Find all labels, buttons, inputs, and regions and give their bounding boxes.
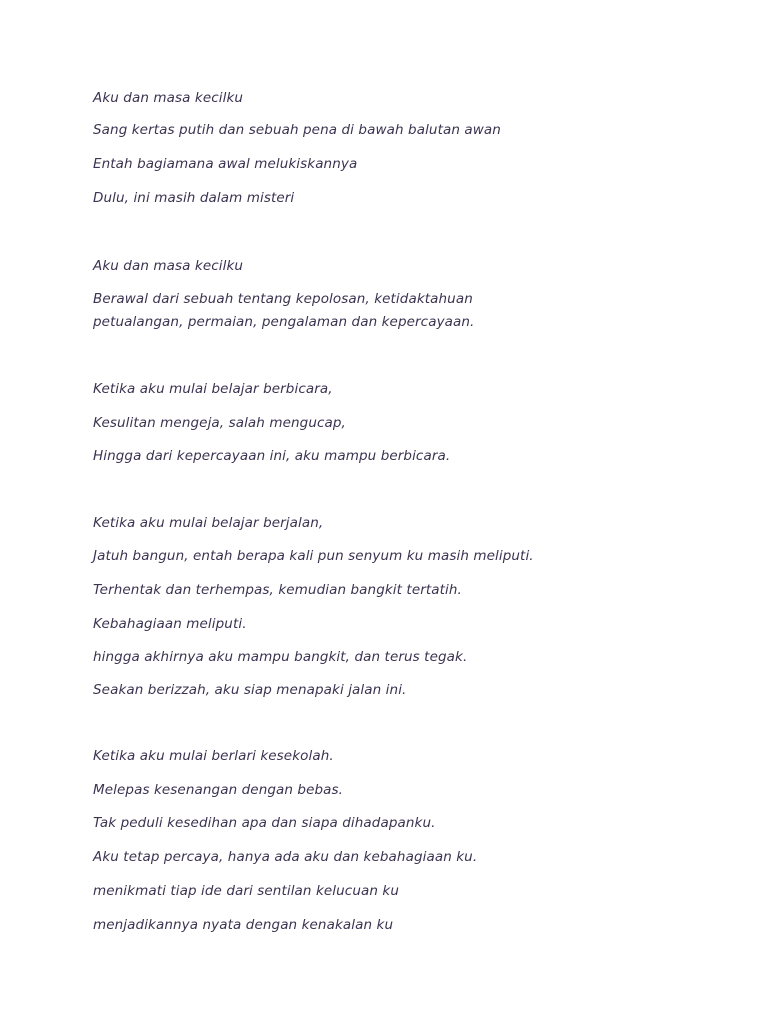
- poem-line: Ketika aku mulai belajar berbicara,: [93, 381, 333, 397]
- poem-line: Kebahagiaan meliputi.: [93, 616, 247, 632]
- poem-line: Aku tetap percaya, hanya ada aku dan kebahagiaan ku.: [93, 849, 478, 865]
- poem-line: Terhentak dan terhempas, kemudian bangkit tertatih.: [93, 582, 462, 598]
- poem-line: Kesulitan mengeja, salah mengucap,: [93, 415, 346, 431]
- poem-line: Tak peduli kesedihan apa dan siapa dihadapanku.: [93, 815, 436, 831]
- poem-line: menikmati tiap ide dari sentilan kelucuan ku: [93, 883, 399, 899]
- poem-line: menjadikannya nyata dengan kenakalan ku: [93, 917, 394, 933]
- poem-line: Hingga dari kepercayaan ini, aku mampu berbicara.: [93, 448, 451, 464]
- poem-line: Entah bagiamana awal melukiskannya: [93, 156, 358, 172]
- poem-line: Jatuh bangun, entah berapa kali pun senyum ku masih meliputi.: [93, 548, 534, 564]
- poem-line: Seakan berizzah, aku siap menapaki jalan ini.: [93, 682, 407, 698]
- poem-line: petualangan, permaian, pengalaman dan kepercayaan.: [93, 314, 475, 330]
- poem-line: Ketika aku mulai berlari kesekolah.: [93, 748, 334, 764]
- poem-line: Ketika aku mulai belajar berjalan,: [93, 515, 324, 531]
- poem-line: hingga akhirnya aku mampu bangkit, dan terus tegak.: [93, 649, 468, 665]
- poem-line: Berawal dari sebuah tentang kepolosan, ketidaktahuan: [93, 291, 473, 307]
- poem-line: Aku dan masa kecilku: [93, 90, 244, 106]
- poem-line: Melepas kesenangan dengan bebas.: [93, 782, 344, 798]
- poem-line: Aku dan masa kecilku: [93, 258, 244, 274]
- poem-line: Dulu, ini masih dalam misteri: [93, 190, 295, 206]
- poem-line: Sang kertas putih dan sebuah pena di bawah balutan awan: [93, 122, 501, 138]
